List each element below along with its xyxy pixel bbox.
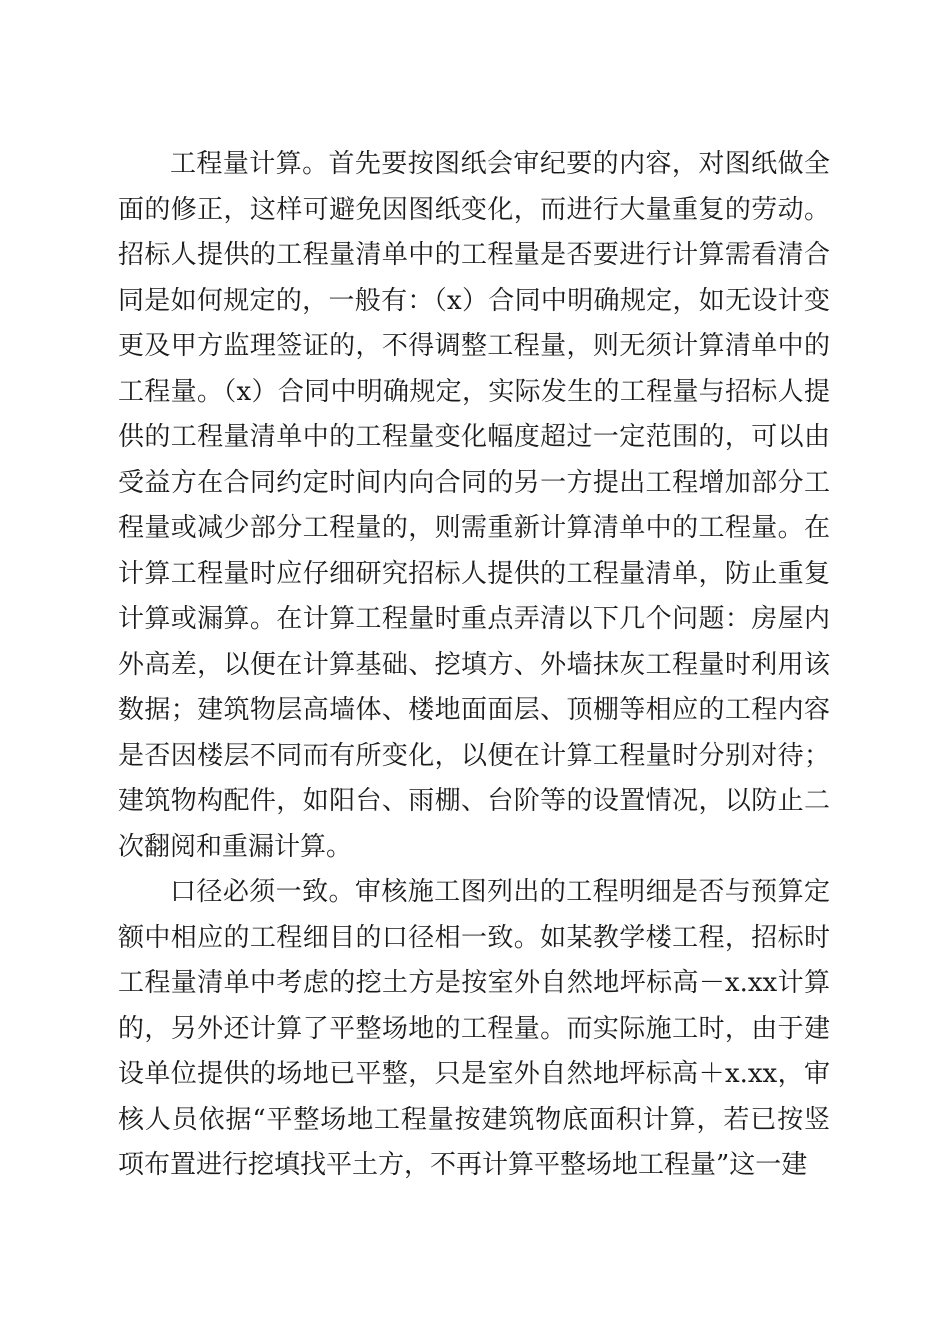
paragraph-consistent-scope: 口径必须一致。审核施工图列出的工程明细是否与预算定额中相应的工程细目的口径相一致。如某教学楼工程，招标时工程量清单中考虑的挖土方是按室外自然地坪标高－x.xx计算的，另外还计算了平整场地的工程量。而实际施工时，由于建设单位提供的场地已平整，只是室外自然地坪标高＋x.xx，审核人员依据“平整场地工程量按建筑物底面积计算，若已按竖项布置进行挖填找平土方，不再计算平整场地工程量”这一建 [118, 877, 830, 1180]
paragraph-quantity-calculation: 工程量计算。首先要按图纸会审纪要的内容，对图纸做全面的修正，这样可避免因图纸变化，而进行大量重复的劳动。招标人提供的工程量清单中的工程量是否要进行计算需看清合同是如何规定的，一般有：（x）合同中明确规定，如无设计变更及甲方监理签证的，不得调整工程量，则无须计算清单中的工程量。（x）合同中明确规定，实际发生的工程量与招标人提供的工程量清单中的工程量变化幅度超过一定范围的，可以由受益方在合同约定时间内向合同的另一方提出工程增加部分工程量或减少部分工程量的，则需重新计算清单中的工程量。在计算工程量时应仔细研究招标人提供的工程量清单，防止重复计算或漏算。在计算工程量时重点弄清以下几个问题：房屋内外高差，以便在计算基础、挖填方、外墙抹灰工程量时利用该数据；建筑物层高墙体、楼地面面层、顶棚等相应的工程内容是否因楼层不同而有所变化，以便在计算工程量时分别对待；建筑物构配件，如阳台、雨棚、台阶等的设置情况，以防止二次翻阅和重漏计算。 [118, 149, 830, 862]
body-text [118, 142, 830, 1189]
